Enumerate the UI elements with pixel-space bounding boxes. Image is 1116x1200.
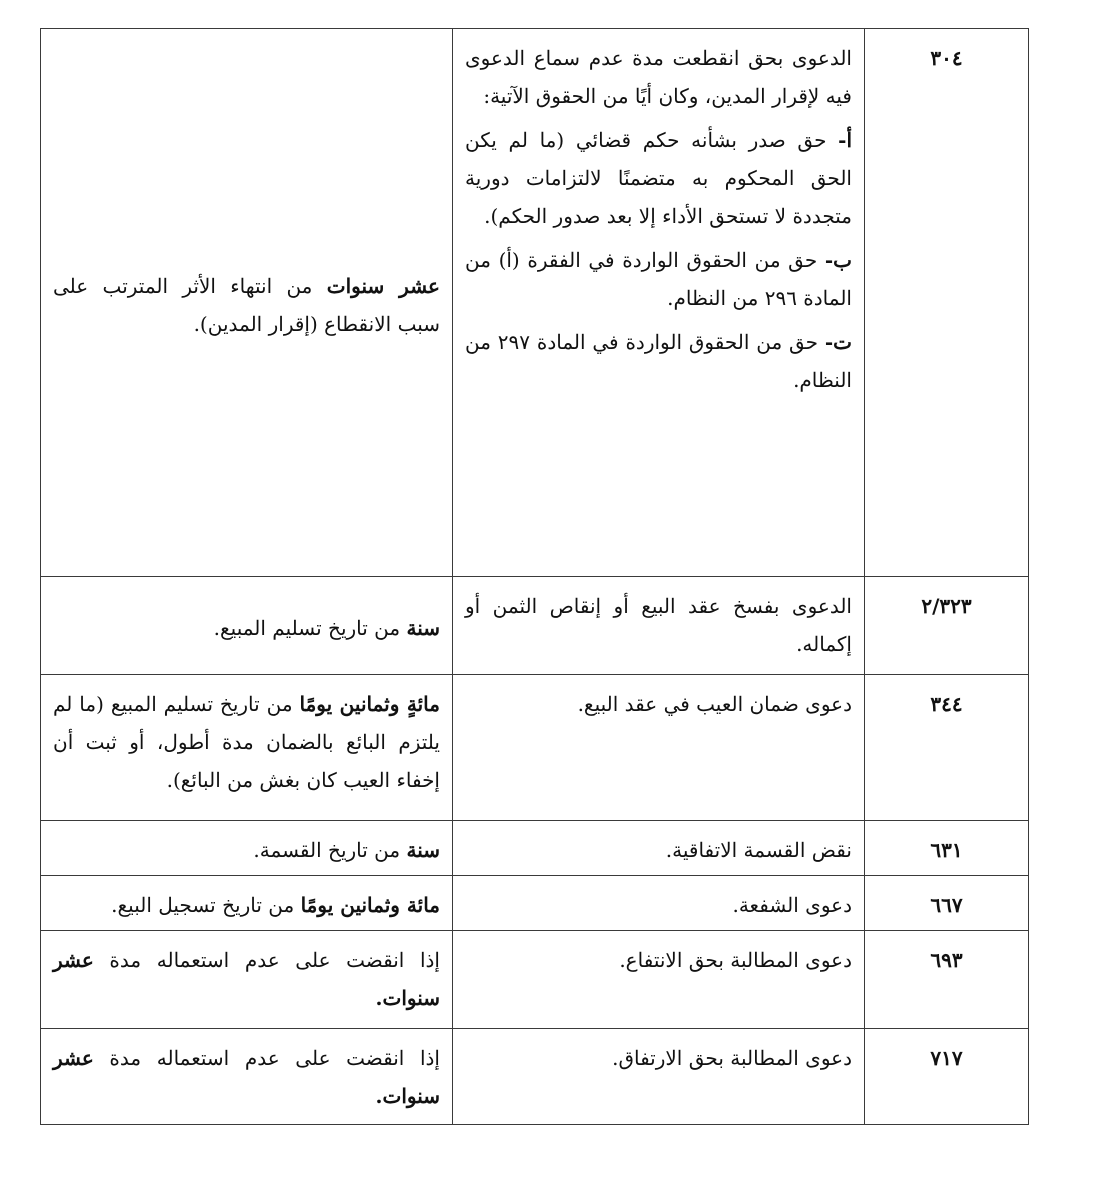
claim-text: نقض القسمة الاتفاقية. [665, 838, 852, 862]
article-number: ٣٤٤ [930, 692, 963, 716]
claim-cell [453, 675, 865, 821]
period-text: إذا انقضت على عدم استعماله مدة [93, 1046, 440, 1070]
table-row [41, 821, 1029, 876]
table-row [41, 876, 1029, 931]
article-number-cell [865, 876, 1029, 931]
period-cell [41, 675, 453, 821]
claim-cell [453, 29, 865, 577]
article-number: ٢/٣٢٣ [921, 594, 972, 618]
article-number-cell [865, 1029, 1029, 1125]
claim-text: دعوى المطالبة بحق الانتفاع. [619, 948, 852, 972]
article-number: ٦٩٣ [930, 948, 963, 972]
claim-item-b-label: ب- [824, 248, 853, 272]
period-bold: عشر سنوات [53, 948, 440, 1010]
period-end: . [375, 1084, 383, 1108]
table-row [41, 1029, 1029, 1125]
claim-item-a-label: أ- [838, 128, 852, 152]
article-number-cell [865, 29, 1029, 577]
article-number-cell [865, 821, 1029, 876]
article-number: ٧١٧ [930, 1046, 963, 1070]
period-bold: مائة وثمانين يومًا [300, 893, 440, 917]
period-bold: سنة [406, 615, 440, 640]
claim-cell [453, 821, 865, 876]
period-text: من تاريخ تسجيل البيع. [111, 893, 301, 917]
claim-text: دعوى ضمان العيب في عقد البيع. [577, 692, 852, 716]
period-text: من تاريخ القسمة. [253, 838, 407, 862]
limitation-periods-table [40, 28, 1029, 1125]
claim-cell [453, 1029, 865, 1125]
claim-item-a [465, 121, 852, 235]
claim-item-b-text: حق من الحقوق الواردة في الفقرة (أ) من المادة ٢٩٦ من النظام. [465, 248, 852, 310]
claim-item-t [465, 323, 852, 399]
table-row [41, 577, 1029, 675]
claim-item-t-label: ت- [824, 330, 853, 354]
claim-text: دعوى المطالبة بحق الارتفاق. [612, 1046, 852, 1070]
claim-item-t-text: حق من الحقوق الواردة في المادة ٢٩٧ من النظام. [465, 330, 852, 392]
period-bold: عشر سنوات [53, 1046, 440, 1108]
article-number: ٦٦٧ [930, 893, 963, 917]
claim-text: دعوى الشفعة. [732, 893, 852, 917]
article-number: ٦٣١ [930, 838, 963, 862]
claim-item-b [465, 241, 852, 317]
article-number-cell [865, 675, 1029, 821]
period-text: إذا انقضت على عدم استعماله مدة [93, 948, 440, 972]
article-number-cell [865, 577, 1029, 675]
period-text: من تاريخ تسليم المبيع (ما لم يلتزم البائع بالضمان مدة أطول، أو ثبت أن إخفاء العيب كان بغش من البائع). [53, 692, 440, 792]
period-cell [41, 821, 453, 876]
table-row [41, 931, 1029, 1029]
period-bold: عشر سنوات [326, 273, 440, 298]
table-row [41, 29, 1029, 577]
table-row [41, 675, 1029, 821]
claim-text: الدعوى بفسخ عقد البيع أو إنقاص الثمن أو إكماله. [465, 594, 852, 656]
claim-intro: الدعوى بحق انقطعت مدة عدم سماع الدعوى فيه لإقرار المدين، وكان أيًا من الحقوق الآتية: [465, 46, 852, 108]
period-cell [41, 931, 453, 1029]
period-cell [41, 1029, 453, 1125]
period-cell [41, 29, 453, 577]
article-number: ٣٠٤ [930, 46, 963, 70]
claim-item-a-text: حق صدر بشأنه حكم قضائي (ما لم يكن الحق المحكوم به متضمنًا لالتزامات دورية متجددة لا تستحق الأداء إلا بعد صدور الحكم). [465, 128, 852, 228]
article-number-cell [865, 931, 1029, 1029]
period-end: . [375, 986, 383, 1010]
page-sheet [40, 28, 1028, 1125]
period-text: من تاريخ تسليم المبيع. [213, 615, 407, 640]
period-bold: سنة [406, 838, 440, 862]
claim-cell [453, 876, 865, 931]
period-text: من انتهاء الأثر المترتب على سبب الانقطاع (إقرار المدين). [53, 273, 440, 336]
period-bold: مائةٍ وثمانين يومًا [299, 692, 440, 716]
claim-cell [453, 931, 865, 1029]
period-cell [41, 876, 453, 931]
period-cell [41, 577, 453, 675]
claim-cell [453, 577, 865, 675]
